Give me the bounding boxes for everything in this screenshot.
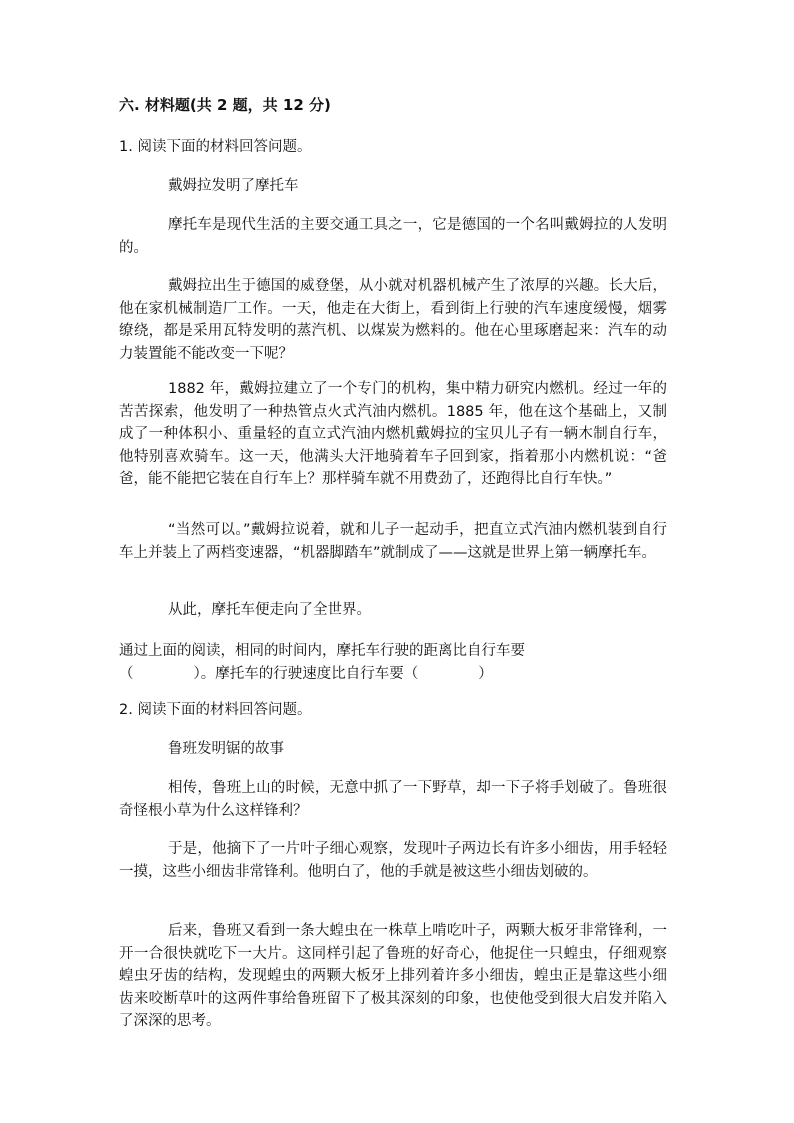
- question-1-paragraph-5: 从此，摩托车便走向了全世界。: [168, 602, 371, 618]
- question-1-paragraph-1: 摩托车是现代生活的主要交通工具之一，它是德国的一个名叫戴姆拉的人发明的。: [119, 217, 667, 256]
- question-2-prompt: 2. 阅读下面的材料回答问题。: [119, 702, 312, 718]
- question-1-blank-open: （: [119, 665, 134, 682]
- question-2-paragraph-2: 于是，他摘下了一片叶子细心观察，发现叶子两边长有许多小细齿，用手轻轻一摸，这些小细齿非常锋利。他明白了，他的手就是被这些小细齿划破的。: [119, 841, 667, 880]
- question-1-fill-in: [119, 640, 667, 685]
- question-2-paragraph-1: 相传，鲁班上山的时候，无意中抓了一下野草，却一下子将手划破了。鲁班很奇怪根小草为什么这样锋利？: [119, 780, 667, 819]
- question-1-prompt: 1. 阅读下面的材料回答问题。: [119, 139, 312, 155]
- question-1-blank-close: ）: [478, 665, 493, 682]
- question-1-paragraph-2: 戴姆拉出生于德国的威登堡，从小就对机器机械产生了浓厚的兴趣。长大后，他在家机械制造厂工作。一天，他走在大街上，看到街上行驶的汽车速度缓慢，烟雾缭绕，都是采用瓦特发明的蒸汽机、以煤炭为燃料的。他在心里琢磨起来：汽车的动力装置能不能改变一下呢？: [119, 278, 667, 362]
- section-heading: 六. 材料题(共 2 题，共 12 分): [119, 96, 331, 114]
- question-1-paragraph-3: 1882 年，戴姆拉建立了一个专门的机构，集中精力研究内燃机。经过一年的苦苦探索，他发明了一种热管点火式汽油内燃机。1885 年，他在这个基础上，又制成了一种体积小、重量轻的直立式汽油内燃机戴姆拉的宝贝儿子有一辆木制自行车，他特别喜欢骑车。这一天，他满头大汗地骑着车子回到家，指着那小内燃机说：“爸爸，能不能把它装在自行车上？那样骑车就不用费劲了，还跑得比自行车快。”: [119, 381, 667, 487]
- question-1-text-part-1: 通过上面的阅读，相同的时间内，摩托车行驶的距离比自行车要: [119, 643, 525, 659]
- question-1-passage-title: 戴姆拉发明了摩托车: [168, 178, 299, 194]
- question-1-paragraph-4: “当然可以。”戴姆拉说着，就和儿子一起动手，把直立式汽油内燃机装到自行车上并装上了两档变速器，“机器脚踏车”就制成了——这就是世界上第一辆摩托车。: [119, 522, 667, 561]
- question-1-text-part-2: ）。摩托车的行驶速度比自行车要（: [193, 665, 419, 682]
- question-2-paragraph-3: 后来，鲁班又看到一条大蝗虫在一株草上啃吃叶子，两颗大板牙非常锋利，一开一合很快就吃下一大片。这同样引起了鲁班的好奇心，他捉住一只蝗虫，仔细观察蝗虫牙齿的结构，发现蝗虫的两颗大板牙上排列着许多小细齿，蝗虫正是靠这些小细齿来咬断草叶的这两件事给鲁班留下了极其深刻的印象，也使他受到很大启发并陷入了深深的思考。: [119, 923, 667, 1029]
- question-2-passage-title: 鲁班发明锯的故事: [168, 741, 284, 757]
